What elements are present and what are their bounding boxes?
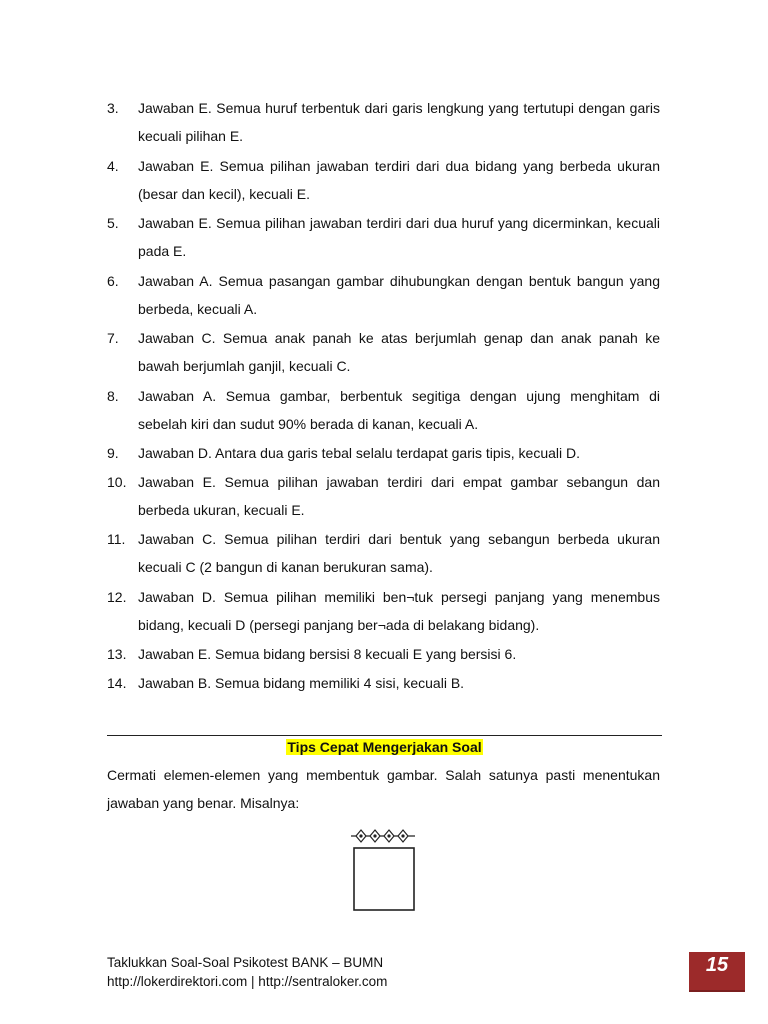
item-text: Jawaban A. Semua gambar, berbentuk segitiga dengan ujung menghitam di sebelah kiri dan sudut 90% berada di kanan, kecuali A. [138,387,660,432]
list-item [107,94,660,150]
item-text: Jawaban E. Semua huruf terbentuk dari garis lengkung yang tertutupi dengan garis kecuali pilihan E. [138,100,660,144]
footer-links: http://lokerdirektori.com | http://sentraloker.com [107,974,388,989]
item-text: Jawaban E. Semua pilihan jawaban terdiri dari dua huruf yang dicerminkan, kecuali pada E. [138,215,660,259]
item-number: 3. [107,100,119,116]
list-item [107,669,660,697]
item-text: Jawaban C. Semua pilihan terdiri dari bentuk yang sebangun berbeda ukuran kecuali C (2 bangun di kanan berukuran sama). [138,531,660,575]
tips-paragraph: Cermati elemen-elemen yang membentuk gambar. Salah satunya pasti menentukan jawaban yang benar. Misalnya: [107,767,660,811]
item-number: 14. [107,674,127,691]
section-divider [107,735,662,736]
item-text: Jawaban E. Semua pilihan jawaban terdiri dari empat gambar sebangun dan berbeda ukuran, kecuali E. [138,473,660,518]
item-number: 12. [107,588,127,605]
item-number: 4. [107,157,119,174]
item-number: 7. [107,330,119,346]
list-item [107,324,660,380]
item-number: 8. [107,387,119,404]
item-text: Jawaban D. Semua pilihan memiliki ben¬tuk persegi panjang yang menembus bidang, kecuali D (persegi panjang ber¬ada di belakang bidang). [138,588,660,633]
item-text: Jawaban E. Semua bidang bersisi 8 kecuali E yang bersisi 6. [138,646,517,662]
answer-list [107,94,660,697]
item-number: 9. [107,445,119,461]
tips-heading-highlight: Tips Cepat Mengerjakan Soal [287,739,482,755]
list-item [107,152,660,208]
list-item [107,525,660,581]
figure-square [354,848,414,910]
example-figure [345,826,425,916]
list-item [107,583,660,639]
list-item [107,439,660,467]
item-number: 5. [107,215,119,231]
item-text: Jawaban A. Semua pasangan gambar dihubungkan dengan bentuk bangun yang berbeda, kecuali A. [138,272,660,317]
item-text: Jawaban B. Semua bidang memiliki 4 sisi, kecuali B. [138,674,465,691]
item-number: 6. [107,272,119,289]
item-text: Jawaban D. Antara dua garis tebal selalu terdapat garis tipis, kecuali D. [138,445,581,461]
item-text: Jawaban E. Semua pilihan jawaban terdiri dari dua bidang yang berbeda ukuran (besar dan kecil), kecuali E. [138,157,660,202]
list-item [107,382,660,438]
list-item [107,209,660,265]
item-number: 11. [107,531,126,547]
list-item [107,468,660,524]
item-text: Jawaban C. Semua anak panah ke atas berjumlah genap dan anak panah ke bawah berjumlah ganjil, kecuali C. [138,330,660,374]
footer-title: Taklukkan Soal-Soal Psikotest BANK – BUMN [107,955,384,970]
list-item [107,640,660,668]
item-number: 10. [107,473,127,490]
page-number-underline [689,990,745,992]
item-number: 13. [107,646,127,662]
list-item [107,267,660,323]
page-number-badge: 15 [689,952,745,990]
page-footer [107,953,387,991]
tips-heading [107,737,662,757]
